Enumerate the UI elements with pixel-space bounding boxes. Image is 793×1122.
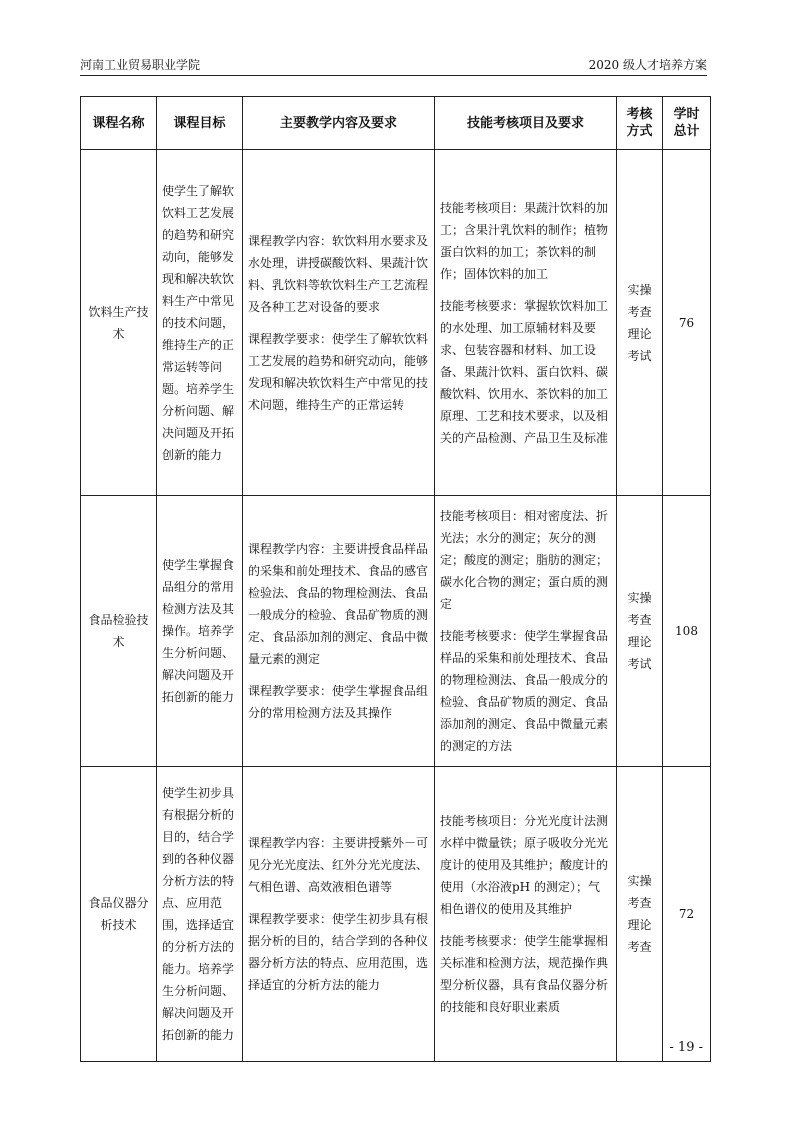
course-name: 饮料生产技术 bbox=[81, 150, 157, 496]
col-header-course-goal: 课程目标 bbox=[157, 97, 243, 150]
skill-assessment bbox=[435, 150, 617, 496]
skill-assessment bbox=[435, 496, 617, 767]
col-header-content: 主要教学内容及要求 bbox=[243, 97, 435, 150]
skill-requirement: 技能考核要求：掌握软饮料加工的水处理、加工原辅材料及要求、包装容器和材料、加工设备、果蔬汁饮料、蛋白饮料、碳酸饮料、饮用水、茶饮料的加工原理、工艺和技术要求，以及相关的产品检测、产品卫生及标准 bbox=[440, 298, 609, 445]
table-row bbox=[81, 496, 711, 767]
table-header-row bbox=[81, 97, 711, 150]
document-title: 2020 级人才培养方案 bbox=[588, 58, 707, 72]
content-requirement: 课程教学要求：使学生了解软饮料工艺发展的趋势和研究动向，能够发现和解决软饮料生产中常见的技术问题，维持生产的正常运转 bbox=[248, 331, 429, 412]
col-header-hours: 学时总计 bbox=[663, 97, 711, 150]
skill-item: 技能考核项目：果蔬汁饮料的加工；含果汁乳饮料的制作；植物蛋白饮料的加工；茶饮料的制作；固体饮料的加工 bbox=[440, 200, 609, 281]
course-table bbox=[80, 96, 711, 1062]
col-header-skill: 技能考核项目及要求 bbox=[435, 97, 617, 150]
content-text: 课程教学内容：主要讲授紫外－可见分光光度法、红外分光光度法、气相色谱、高效液相色谱等 bbox=[248, 836, 429, 894]
content-text: 课程教学内容：软饮料用水要求及水处理，讲授碳酸饮料、果蔬汁饮料、乳饮料等软饮料生产工艺流程及各种工艺对设备的要求 bbox=[248, 233, 429, 314]
page-number: - 19 - bbox=[669, 1040, 703, 1055]
total-hours: 108 bbox=[663, 496, 711, 767]
table-row bbox=[81, 767, 711, 1062]
table-row bbox=[81, 150, 711, 496]
total-hours: 76 bbox=[663, 150, 711, 496]
col-header-course-name: 课程名称 bbox=[81, 97, 157, 150]
skill-requirement: 技能考核要求：使学生能掌握相关标准和检测方法，规范操作典型分析仪器，具有食品仪器分析的技能和良好职业素质 bbox=[440, 934, 609, 1014]
course-name: 食品检验技术 bbox=[81, 496, 157, 767]
course-content bbox=[243, 767, 435, 1062]
course-content bbox=[243, 496, 435, 767]
course-goal: 使学生了解软饮料工艺发展的趋势和研究动向，能够发现和解决软饮料生产中常见的技术问题，维持生产的正常运转等问题。培养学生分析问题、解决问题及开拓创新的能力 bbox=[157, 150, 243, 496]
course-content bbox=[243, 150, 435, 496]
content-text: 课程教学内容：主要讲授食品样品的采集和前处理技术、食品的感官检验法、食品的物理检测法、食品一般成分的检验、食品矿物质的测定、食品添加剂的测定、食品中微量元素的测定 bbox=[248, 542, 429, 666]
col-header-method: 考核方式 bbox=[617, 97, 663, 150]
header-rule bbox=[80, 75, 707, 76]
assessment-method: 实操考查理论考试 bbox=[617, 496, 663, 767]
course-goal: 使学生掌握食品组分的常用检测方法及其操作。培养学生分析问题、解决问题及开拓创新的能力 bbox=[157, 496, 243, 767]
content-requirement: 课程教学要求：使学生初步具有根据分析的目的，结合学到的各种仪器分析方法的特点、应用范围，选择适宜的分析方法的能力 bbox=[248, 912, 429, 992]
content-requirement: 课程教学要求：使学生掌握食品组分的常用检测方法及其操作 bbox=[248, 684, 429, 720]
school-name: 河南工业贸易职业学院 bbox=[80, 58, 201, 72]
course-goal: 使学生初步具有根据分析的目的，结合学到的各种仪器分析方法的特点、应用范围，选择适宜的分析方法的能力。培养学生分析问题、解决问题及开拓创新的能力 bbox=[157, 767, 243, 1062]
assessment-method: 实操考查理论考试 bbox=[617, 150, 663, 496]
skill-assessment bbox=[435, 767, 617, 1062]
total-hours: 72 bbox=[663, 767, 711, 1062]
skill-requirement: 技能考核要求：使学生掌握食品样品的采集和前处理技术、食品的物理检测法、食品一般成分的检验、食品矿物质的测定、食品添加剂的测定、食品中微量元素的测定的方法 bbox=[440, 629, 609, 753]
skill-item: 技能考核项目：相对密度法、折光法；水分的测定；灰分的测定；酸度的测定；脂肪的测定；碳水化合物的测定；蛋白质的测定 bbox=[440, 509, 609, 611]
course-name: 食品仪器分析技术 bbox=[81, 767, 157, 1062]
skill-item: 技能考核项目：分光光度计法测水样中微量铁；原子吸收分光光度计的使用及其维护；酸度计的使用（水浴液pH 的测定）；气相色谱仪的使用及其维护 bbox=[440, 814, 609, 916]
assessment-method: 实操考查理论考查 bbox=[617, 767, 663, 1062]
